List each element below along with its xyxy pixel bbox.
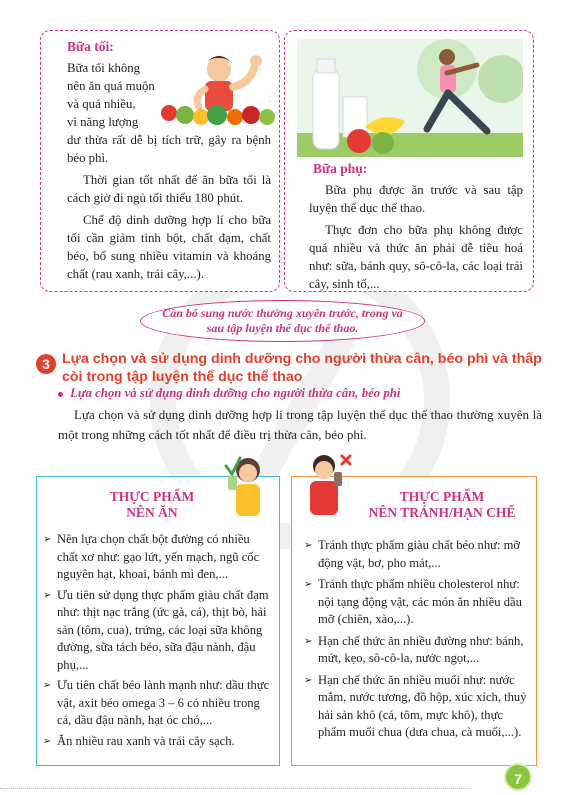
dinner-line: nên ăn quá muộn (67, 79, 155, 93)
snack-box (284, 30, 534, 292)
heading-line: THỰC PHẨM (109, 489, 195, 504)
snack-title: Bữa phụ: (313, 161, 368, 176)
list-item: ➢ Hạn chế thức ăn nhiều đường như: bánh, mứt, kẹo, sô-cô-la, nước ngọt,... (304, 633, 532, 668)
section-title: Lựa chọn và sử dụng dinh dưỡng cho người thừa cân, béo phì và thấp còi trong tập luyện thể dục thể thao (62, 351, 542, 385)
section-subtitle-text: Lựa chọn và sử dụng dinh dưỡng cho người thừa cân, béo phì (70, 386, 401, 400)
dinner-line: Bữa tối không (67, 61, 141, 75)
list-item: ➢ Nên lựa chọn chất bột đường có nhiều chất xơ như: gạo lứt, yến mạch, ngũ cốc nguyên hạt, khoai, bánh mì đen,... (43, 531, 273, 584)
avoid-list (304, 537, 532, 746)
snack-paragraph-2: Thực đơn cho bữa phụ không được quá nhiều và thức ăn phải dễ tiêu hoá như: sữa, bánh quy, sô-cô-la, các loại trái cây, sinh tố,... (309, 223, 523, 291)
heading-line: THỰC PHẨM (399, 489, 485, 504)
should-eat-list (43, 531, 273, 753)
should-eat-heading (87, 489, 217, 521)
dinner-paragraph-1-rest: dư thừa rất dễ bị tích trữ, gây ra bệnh béo phì. (67, 133, 271, 165)
page-number-badge: 7 (504, 763, 532, 791)
list-item: ➢ Ưu tiên sử dụng thực phẩm giàu chất đạm như: thịt nạc trắng (ức gà, cá), thịt bò, hải sản (tôm, cua), trứng, các loại sữa không đường, sữa tách béo, sữa đậu nành, đậu phụ,... (43, 587, 273, 675)
hydration-callout: Cần bổ sung nước thường xuyên trước, trong và sau tập luyện thể dục thể thao. (140, 300, 425, 342)
milk-fruit-stretching-illustration (297, 39, 523, 157)
dinner-line: và quá nhiều, (67, 97, 136, 111)
dinner-paragraph-1-lines (67, 59, 157, 131)
list-item: ➢ Ăn nhiều rau xanh và trái cây sạch. (43, 733, 273, 751)
dinner-box (40, 30, 280, 292)
boy-drinking-soda-illustration (296, 450, 356, 526)
dinner-paragraph-3: Chế độ dinh dưỡng hợp lí cho bữa tối cần giảm tinh bột, chất đạm, chất béo, bổ sung nhiều vitamin và khoáng chất (rau xanh, trái cây,...). (67, 213, 271, 281)
heading-line: NÊN TRÁNH/HẠN CHẾ (368, 505, 516, 520)
dinner-title: Bữa tối: (67, 39, 114, 54)
list-item: ➢ Tránh thực phẩm nhiều cholesterol như: nội tạng động vật, các món ăn nhiều dầu mỡ (chiên, xào,...). (304, 576, 532, 629)
dinner-line: vì năng lượng (67, 115, 139, 129)
heading-line: NÊN ĂN (126, 505, 178, 520)
footer-divider (0, 788, 470, 789)
section-intro: Lựa chọn và sử dụng dinh dưỡng hợp lí trong tập luyện thể dục thể thao thường xuyên là một trong những cách tốt nhất để điều trị thừa cân, béo phì. (58, 407, 542, 442)
snack-paragraph-1: Bữa phụ được ăn trước và sau tập luyện thể dục thể thao. (309, 183, 523, 215)
section-number-badge: 3 (36, 354, 56, 374)
dinner-paragraph-2: Thời gian tốt nhất để ăn bữa tối là cách giờ đi ngủ tối thiểu 180 phút. (67, 173, 271, 205)
girl-drinking-juice-illustration (220, 452, 276, 522)
section-subtitle (58, 386, 400, 401)
avoid-heading (342, 489, 542, 521)
list-item: ➢ Hạn chế thức ăn nhiều muối như: nước mắm, nước tương, đồ hộp, xúc xích, thuỷ hải sản khô (cá, tôm, mực khô), thực phẩm muối chua (dưa chua, cà muối,...). (304, 672, 532, 742)
list-item: ➢ Tránh thực phẩm giàu chất béo như: mỡ động vật, bơ, pho mát,... (304, 537, 532, 572)
healthy-man-vegetables-illustration (159, 47, 277, 127)
bullet-dot (58, 392, 63, 397)
list-item: ➢ Ưu tiên chất béo lành mạnh như: dầu thực vật, axit béo omega 3 – 6 có nhiều trong cá, dầu đậu nành, hạt óc chó,... (43, 677, 273, 730)
